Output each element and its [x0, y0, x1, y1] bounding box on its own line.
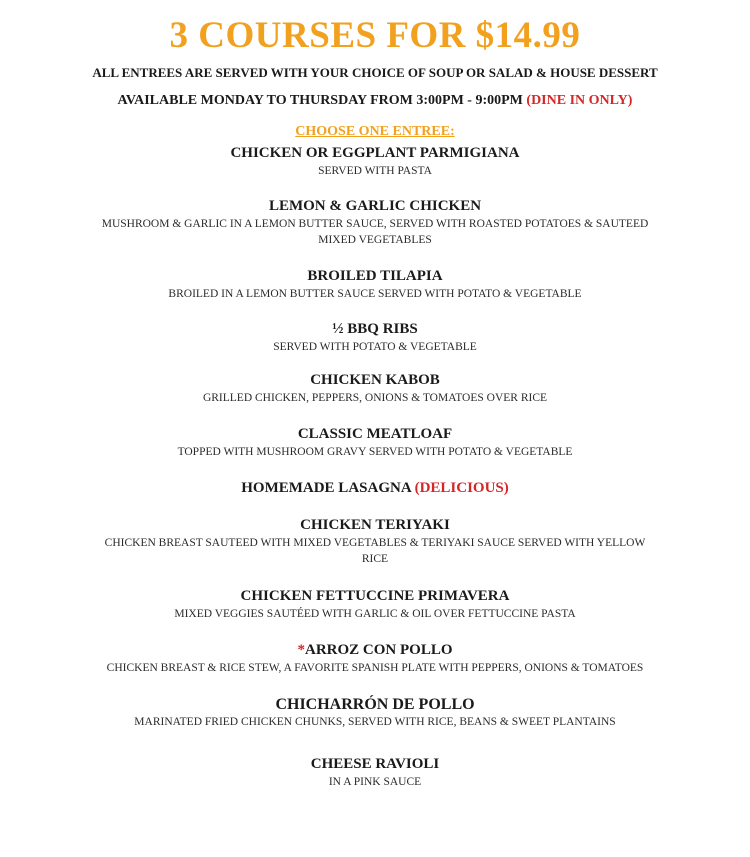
choose-entree-heading: CHOOSE ONE ENTREE: [295, 124, 455, 139]
menu-item [85, 371, 665, 406]
menu-item [85, 144, 665, 179]
menu-item-name: CHICKEN TERIYAKI [300, 517, 450, 533]
menu-item-description: CHICKEN BREAST SAUTEED WITH MIXED VEGETABLES & TERIYAKI SAUCE SERVED WITH YELLOW RICE [104, 537, 646, 565]
menu-item-name: CHEESE RAVIOLI [310, 756, 440, 772]
menu-item [85, 695, 665, 730]
menu-subtitle: ALL ENTREES ARE SERVED WITH YOUR CHOICE OF SOUP OR SALAD & HOUSE DESSERT [92, 65, 658, 80]
menu-item-name-line [85, 641, 665, 660]
menu-item-name: ½ BBQ RIBS [332, 321, 418, 337]
menu-item-description: IN A PINK SAUCE [328, 776, 422, 788]
menu-item-name: LEMON & GARLIC CHICKEN [268, 198, 482, 214]
menu-item-name: CLASSIC MEATLOAF [297, 426, 453, 442]
menu-item [85, 267, 665, 302]
menu-item-description: MARINATED FRIED CHICKEN CHUNKS, SERVED WITH RICE, BEANS & SWEET PLANTAINS [134, 716, 616, 728]
menu-item-name-line [85, 479, 665, 498]
availability-line [0, 92, 750, 110]
menu-item-description: SERVED WITH POTATO & VEGETABLE [273, 341, 477, 353]
menu-item [85, 641, 665, 676]
menu-title: 3 COURSES FOR $14.99 [169, 15, 581, 56]
asterisk-mark: * [297, 642, 305, 658]
menu-item-description: GRILLED CHICKEN, PEPPERS, ONIONS & TOMATOES OVER RICE [202, 392, 548, 404]
menu-item-description: CHICKEN BREAST & RICE STEW, A FAVORITE SPANISH PLATE WITH PEPPERS, ONIONS & TOMATOES [106, 662, 644, 674]
menu-item-description: BROILED IN A LEMON BUTTER SAUCE SERVED WITH POTATO & VEGETABLE [168, 288, 582, 300]
menu-item-name: ARROZ CON POLLO [304, 642, 453, 658]
menu-item [85, 755, 665, 790]
menu-item-name: CHICHARRÓN DE POLLO [275, 696, 475, 713]
menu-item [85, 479, 665, 498]
menu-item [85, 197, 665, 248]
menu-item-name: BROILED TILAPIA [307, 268, 443, 284]
menu-item-description: MIXED VEGGIES SAUTÉED WITH GARLIC & OIL OVER FETTUCCINE PASTA [174, 608, 576, 620]
menu-item-description: SERVED WITH PASTA [318, 165, 432, 177]
menu-item-name: CHICKEN KABOB [310, 372, 440, 388]
menu-item [85, 425, 665, 460]
menu-item-name: CHICKEN OR EGGPLANT PARMIGIANA [230, 145, 520, 161]
dine-in-note: (DINE IN ONLY) [526, 93, 633, 108]
menu-item-name: CHICKEN FETTUCCINE PRIMAVERA [240, 588, 510, 604]
menu-item-note: (DELICIOUS) [414, 480, 509, 496]
availability-text: AVAILABLE MONDAY TO THURSDAY FROM 3:00PM - 9:00PM [117, 93, 527, 108]
menu-item-description: TOPPED WITH MUSHROOM GRAVY SERVED WITH POTATO & VEGETABLE [177, 446, 573, 458]
menu-item [85, 320, 665, 355]
menu-item [85, 587, 665, 622]
menu-item-name: HOMEMADE LASAGNA [241, 480, 415, 496]
menu-item-description: MUSHROOM & GARLIC IN A LEMON BUTTER SAUCE, SERVED WITH ROASTED POTATOES & SAUTEED MIXED VEGETABLES [101, 218, 649, 246]
menu-item [85, 516, 665, 567]
